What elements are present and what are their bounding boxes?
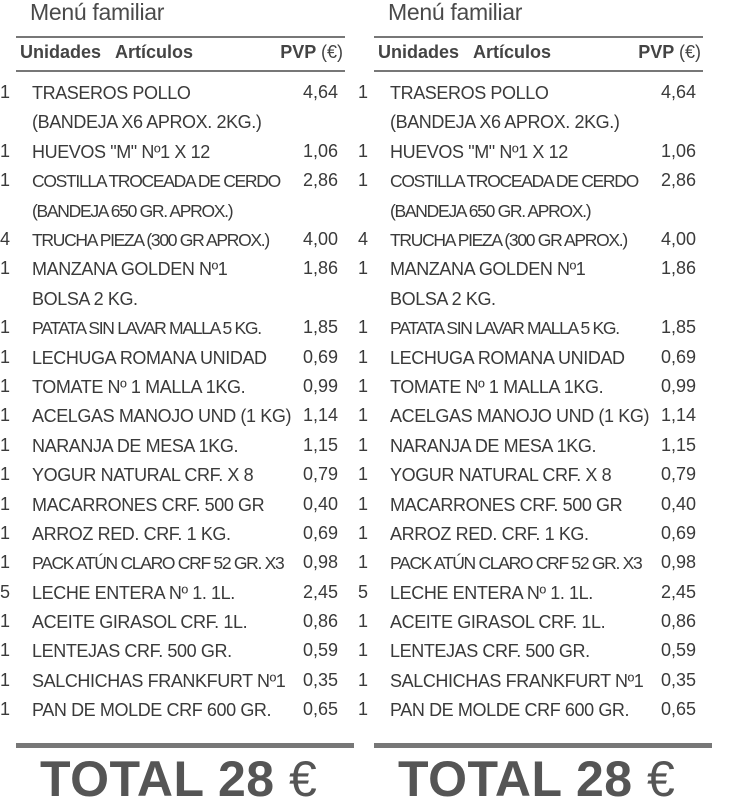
- list-item: [358, 520, 703, 549]
- item-quantity: 1: [0, 640, 11, 661]
- item-quantity: 5: [358, 581, 369, 602]
- header-units: Unidades: [378, 42, 460, 62]
- total-currency: €: [647, 751, 676, 807]
- item-name-detail: (BANDEJA X6 APROX. 2KG.): [390, 112, 620, 133]
- item-quantity: 1: [358, 346, 369, 367]
- total-currency: €: [289, 751, 318, 807]
- item-name: MACARRONES CRF. 500 GR: [32, 494, 265, 515]
- item-price: 0,35: [660, 669, 696, 690]
- item-price: 1,86: [660, 258, 696, 279]
- item-price: 1,14: [660, 405, 696, 426]
- item-list: [358, 79, 703, 726]
- item-quantity: 1: [0, 552, 11, 573]
- total-rule: [16, 743, 354, 748]
- header-top-rule: [16, 36, 345, 38]
- list-item: [358, 461, 703, 490]
- item-quantity: 5: [0, 581, 11, 602]
- item-name: MANZANA GOLDEN Nº1 BOLSA 2 KG.: [32, 259, 228, 309]
- item-price: 2,45: [302, 581, 338, 602]
- item-quantity: 1: [0, 405, 11, 426]
- item-name: LECHUGA ROMANA UNIDAD: [390, 347, 625, 368]
- item-name: TRASEROS POLLO (BANDEJA X6 APROX. 2KG.): [390, 83, 620, 133]
- item-quantity: 1: [0, 699, 11, 720]
- menu-column-right: [358, 0, 703, 807]
- item-price: 1,06: [302, 140, 338, 161]
- item-price: 0,69: [660, 522, 696, 543]
- header-price: PVP (€): [280, 42, 343, 62]
- item-name: TRUCHA PIEZA (300 GR APROX.): [390, 229, 627, 250]
- item-price: 1,86: [302, 258, 338, 279]
- item-quantity: 1: [0, 258, 11, 279]
- item-quantity: 4: [0, 228, 11, 249]
- item-price: 1,85: [660, 317, 696, 338]
- list-item: [0, 79, 345, 138]
- list-item: [0, 637, 345, 666]
- item-list: [0, 79, 345, 726]
- item-price: 1,14: [302, 405, 338, 426]
- list-item: [0, 167, 345, 226]
- item-name: TOMATE Nº 1 MALLA 1KG.: [390, 376, 604, 397]
- menu-column-left: [0, 0, 345, 807]
- item-quantity: 1: [358, 434, 369, 455]
- item-name: TRUCHA PIEZA (300 GR APROX.): [32, 229, 269, 250]
- item-name: TOMATE Nº 1 MALLA 1KG.: [32, 376, 246, 397]
- item-name: PAN DE MOLDE CRF 600 GR.: [390, 700, 630, 721]
- item-quantity: 1: [358, 140, 369, 161]
- list-item: [0, 373, 345, 402]
- item-quantity: 1: [358, 464, 369, 485]
- item-price: 1,15: [660, 434, 696, 455]
- list-item: [358, 226, 703, 255]
- list-item: [0, 344, 345, 373]
- item-name: PATATA SIN LAVAR MALLA 5 KG.: [390, 318, 619, 339]
- item-price: 4,64: [302, 82, 338, 102]
- list-item: [0, 314, 345, 343]
- item-name: TRASEROS POLLO (BANDEJA X6 APROX. 2KG.): [32, 83, 262, 133]
- item-name: NARANJA DE MESA 1KG.: [390, 435, 597, 456]
- item-price: 2,86: [660, 170, 696, 191]
- item-price: 4,64: [660, 82, 696, 102]
- item-price: 0,69: [302, 522, 338, 543]
- item-quantity: 1: [0, 375, 11, 396]
- item-quantity: 1: [358, 552, 369, 573]
- list-item: [0, 226, 345, 255]
- item-name: HUEVOS "M" Nº1 X 12: [390, 141, 568, 162]
- item-price: 0,40: [660, 493, 696, 514]
- item-name: LECHE ENTERA Nº 1. 1L.: [32, 582, 235, 603]
- item-price: 0,86: [302, 611, 338, 632]
- item-price: 0,98: [302, 552, 338, 573]
- item-name: COSTILLA TROCEADA DE CERDO (BANDEJA 650 GR. APROX.): [390, 171, 638, 221]
- item-quantity: 1: [358, 640, 369, 661]
- menu-title: Menú familiar: [388, 0, 523, 25]
- header-bottom-rule: [16, 70, 345, 72]
- list-item: [0, 520, 345, 549]
- total-rule: [374, 743, 712, 748]
- item-quantity: 1: [358, 82, 369, 102]
- item-quantity: 1: [0, 170, 11, 191]
- header-bottom-rule: [374, 70, 703, 72]
- header-articles: Artículos: [473, 42, 552, 62]
- item-quantity: 1: [358, 405, 369, 426]
- header-currency: (€): [321, 42, 343, 62]
- list-item: [358, 637, 703, 666]
- item-name: NARANJA DE MESA 1KG.: [32, 435, 239, 456]
- item-name: LENTEJAS CRF. 500 GR.: [390, 641, 590, 662]
- item-price: 0,35: [302, 669, 338, 690]
- item-quantity: 1: [0, 346, 11, 367]
- item-name: LENTEJAS CRF. 500 GR.: [32, 641, 232, 662]
- list-item: [358, 667, 703, 696]
- item-quantity: 1: [358, 669, 369, 690]
- item-name-detail: (BANDEJA 650 GR. APROX.): [32, 200, 233, 221]
- item-quantity: 1: [358, 522, 369, 543]
- item-price: 0,99: [302, 375, 338, 396]
- item-price: 0,79: [660, 464, 696, 485]
- list-item: [358, 167, 703, 226]
- item-price: 1,15: [302, 434, 338, 455]
- list-item: [358, 549, 703, 578]
- item-quantity: 1: [358, 258, 369, 279]
- total-amount: TOTAL 28 €: [40, 751, 318, 807]
- item-quantity: 4: [358, 228, 369, 249]
- item-name-detail: BOLSA 2 KG.: [32, 288, 138, 309]
- list-item: [358, 491, 703, 520]
- item-price: 0,59: [660, 640, 696, 661]
- list-item: [358, 402, 703, 431]
- list-item: [358, 79, 703, 138]
- item-quantity: 1: [358, 493, 369, 514]
- item-price: 0,79: [302, 464, 338, 485]
- item-quantity: 1: [0, 140, 11, 161]
- item-price: 0,40: [302, 493, 338, 514]
- item-price: 1,85: [302, 317, 338, 338]
- item-name: MACARRONES CRF. 500 GR: [390, 494, 623, 515]
- item-name-detail: BOLSA 2 KG.: [390, 288, 496, 309]
- item-price: 0,65: [302, 699, 338, 720]
- item-name: PACK ATÚN CLARO CRF 52 GR. X3: [390, 553, 642, 574]
- item-quantity: 1: [358, 170, 369, 191]
- item-quantity: 1: [358, 375, 369, 396]
- total-amount: TOTAL 28 €: [398, 751, 676, 807]
- header-currency: (€): [679, 42, 701, 62]
- item-price: 1,06: [660, 140, 696, 161]
- item-name: SALCHICHAS FRANKFURT Nº1: [390, 670, 644, 691]
- item-quantity: 1: [0, 669, 11, 690]
- item-price: 0,99: [660, 375, 696, 396]
- item-name: PATATA SIN LAVAR MALLA 5 KG.: [32, 318, 261, 339]
- list-item: [0, 461, 345, 490]
- list-item: [0, 579, 345, 608]
- list-item: [0, 696, 345, 725]
- item-name: PAN DE MOLDE CRF 600 GR.: [32, 700, 272, 721]
- menu-title: Menú familiar: [30, 0, 165, 25]
- item-quantity: 1: [358, 699, 369, 720]
- item-price: 4,00: [302, 228, 338, 249]
- item-name: PACK ATÚN CLARO CRF 52 GR. X3: [32, 553, 284, 574]
- item-quantity: 1: [0, 317, 11, 338]
- list-item: [358, 608, 703, 637]
- item-name: COSTILLA TROCEADA DE CERDO (BANDEJA 650 GR. APROX.): [32, 171, 280, 221]
- item-price: 2,45: [660, 581, 696, 602]
- item-price: 0,65: [660, 699, 696, 720]
- item-quantity: 1: [358, 611, 369, 632]
- list-item: [0, 667, 345, 696]
- item-price: 0,59: [302, 640, 338, 661]
- item-name: ARROZ RED. CRF. 1 KG.: [32, 523, 231, 544]
- item-name: SALCHICHAS FRANKFURT Nº1: [32, 670, 286, 691]
- item-name: MANZANA GOLDEN Nº1 BOLSA 2 KG.: [390, 259, 586, 309]
- item-price: 0,69: [660, 346, 696, 367]
- list-item: [0, 608, 345, 637]
- list-item: [358, 373, 703, 402]
- list-item: [358, 138, 703, 167]
- list-item: [0, 138, 345, 167]
- item-price: 4,00: [660, 228, 696, 249]
- item-price: 0,98: [660, 552, 696, 573]
- header-top-rule: [374, 36, 703, 38]
- item-name: ARROZ RED. CRF. 1 KG.: [390, 523, 589, 544]
- item-quantity: 1: [0, 82, 11, 102]
- item-quantity: 1: [0, 522, 11, 543]
- header-price: PVP (€): [638, 42, 701, 62]
- item-quantity: 1: [0, 493, 11, 514]
- item-price: 2,86: [302, 170, 338, 191]
- item-name: ACELGAS MANOJO UND (1 KG): [390, 406, 650, 427]
- item-name: LECHE ENTERA Nº 1. 1L.: [390, 582, 593, 603]
- list-item: [0, 432, 345, 461]
- list-item: [358, 344, 703, 373]
- item-price: 0,86: [660, 611, 696, 632]
- list-item: [0, 402, 345, 431]
- item-name: ACEITE GIRASOL CRF. 1L.: [390, 612, 606, 633]
- item-name-detail: (BANDEJA X6 APROX. 2KG.): [32, 112, 262, 133]
- item-quantity: 1: [0, 464, 11, 485]
- header-articles: Artículos: [115, 42, 194, 62]
- item-price: 0,69: [302, 346, 338, 367]
- item-name: YOGUR NATURAL CRF. X 8: [32, 465, 254, 486]
- header-units: Unidades: [20, 42, 102, 62]
- item-name: HUEVOS "M" Nº1 X 12: [32, 141, 210, 162]
- list-item: [358, 432, 703, 461]
- item-name: ACELGAS MANOJO UND (1 KG): [32, 406, 292, 427]
- list-item: [0, 549, 345, 578]
- list-item: [0, 491, 345, 520]
- item-name-detail: (BANDEJA 650 GR. APROX.): [390, 200, 591, 221]
- list-item: [358, 255, 703, 314]
- item-name: YOGUR NATURAL CRF. X 8: [390, 465, 612, 486]
- item-name: LECHUGA ROMANA UNIDAD: [32, 347, 267, 368]
- list-item: [358, 314, 703, 343]
- item-name: ACEITE GIRASOL CRF. 1L.: [32, 612, 248, 633]
- item-quantity: 1: [358, 317, 369, 338]
- item-quantity: 1: [0, 611, 11, 632]
- list-item: [358, 696, 703, 725]
- item-quantity: 1: [0, 434, 11, 455]
- list-item: [0, 255, 345, 314]
- list-item: [358, 579, 703, 608]
